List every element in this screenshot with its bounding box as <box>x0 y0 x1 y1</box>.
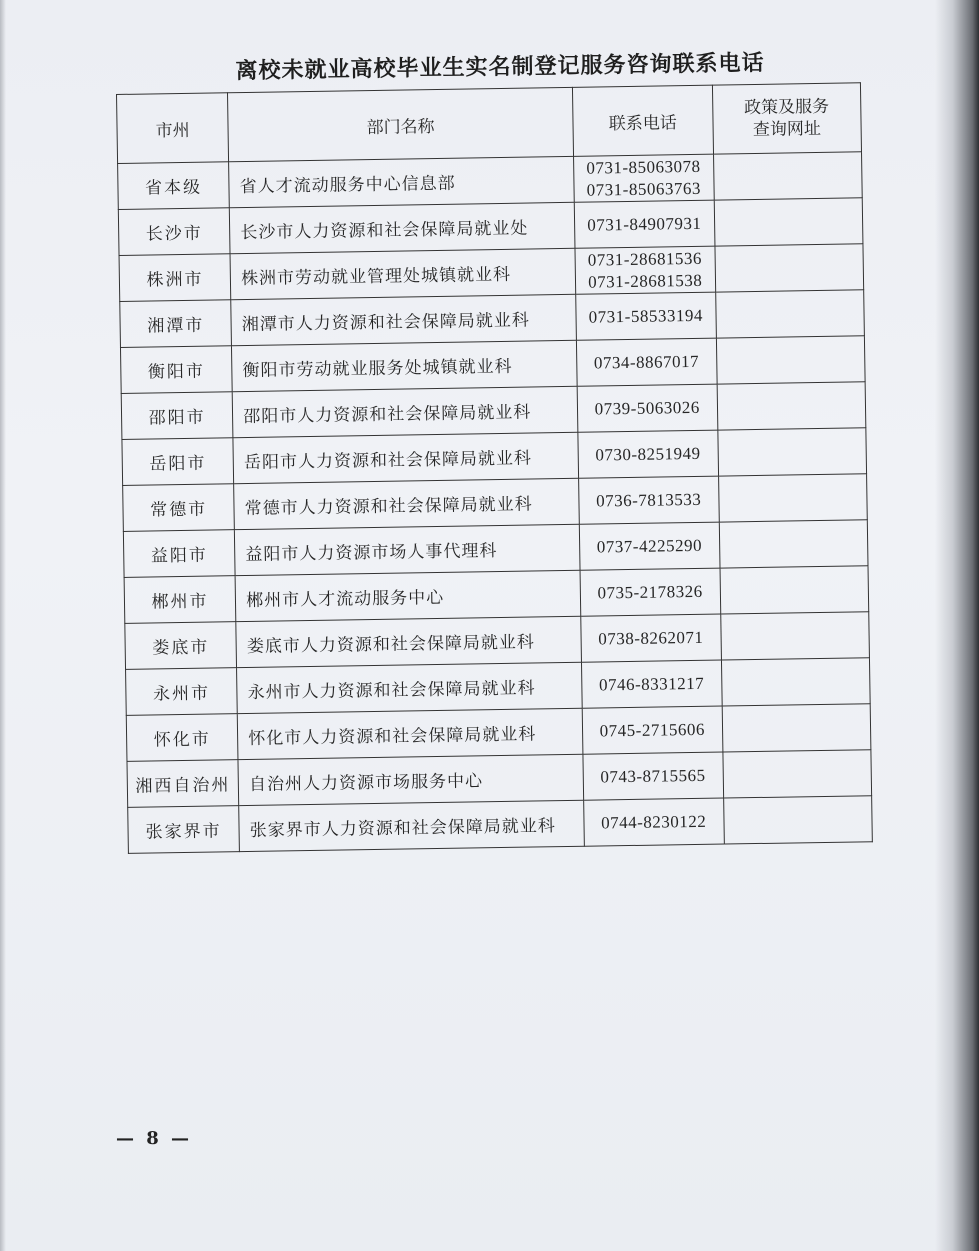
cell-url <box>722 704 871 752</box>
cell-phone <box>579 522 719 570</box>
cell-city: 衡阳市 <box>120 346 232 394</box>
phone-number: 0731-85063078 <box>586 156 701 178</box>
cell-url <box>721 658 870 706</box>
phone-number: 0743-8715565 <box>600 765 706 786</box>
cell-city: 省本级 <box>118 162 230 210</box>
cell-city: 株洲市 <box>119 254 231 302</box>
cell-url <box>716 336 865 384</box>
cell-dept: 永州市人力资源和社会保障局就业科 <box>237 662 582 713</box>
cell-city: 张家界市 <box>128 806 240 854</box>
phone-number: 0739-5063026 <box>594 397 700 419</box>
cell-phone <box>583 752 723 800</box>
cell-city: 常德市 <box>123 484 235 532</box>
phone-number: 0731-84907931 <box>587 213 702 235</box>
cell-url <box>720 566 869 614</box>
phone-number: 0737-4225290 <box>596 535 703 557</box>
cell-phone <box>581 614 721 662</box>
cell-phone <box>576 292 716 340</box>
cell-dept: 益阳市人力资源市场人事代理科 <box>235 524 580 575</box>
document-title: 离校未就业高校毕业生实名制登记服务咨询联系电话 <box>235 49 765 85</box>
cell-dept: 长沙市人力资源和社会保障局就业处 <box>229 202 574 253</box>
phone-number: 0734-8867017 <box>593 351 700 373</box>
cell-city: 邵阳市 <box>121 392 233 440</box>
cell-url <box>720 612 869 660</box>
table-header-row <box>117 83 862 164</box>
cell-phone <box>582 706 722 754</box>
header-url <box>712 83 861 154</box>
contact-table-wrapper <box>116 82 873 854</box>
cell-phone <box>581 660 721 708</box>
cell-dept: 株洲市劳动就业管理处城镇就业科 <box>230 248 575 299</box>
cell-dept: 衡阳市劳动就业服务处城镇就业科 <box>232 340 577 391</box>
cell-phone <box>578 430 718 478</box>
cell-phone <box>584 798 724 846</box>
cell-url <box>719 520 868 568</box>
page-binding-edge <box>935 0 979 1251</box>
cell-dept: 湘潭市人力资源和社会保障局就业科 <box>231 294 576 345</box>
header-url-line2: 查询网址 <box>752 118 822 140</box>
phone-number: 0738-8262071 <box>598 627 704 648</box>
cell-url <box>717 382 866 430</box>
cell-phone <box>577 384 717 432</box>
table-body <box>118 152 873 854</box>
cell-phone <box>573 154 713 202</box>
cell-dept: 怀化市人力资源和社会保障局就业科 <box>237 708 582 759</box>
page-left-shadow <box>0 0 6 1251</box>
cell-url <box>718 474 867 522</box>
cell-city: 娄底市 <box>125 622 237 670</box>
cell-dept: 常德市人力资源和社会保障局就业科 <box>234 478 579 529</box>
page-number: — 8 — <box>116 1128 193 1149</box>
cell-url <box>714 198 863 246</box>
cell-city: 岳阳市 <box>122 438 234 486</box>
cell-phone <box>574 200 714 248</box>
cell-city: 郴州市 <box>124 576 236 624</box>
header-dept: 部门名称 <box>228 87 574 161</box>
cell-dept: 张家界市人力资源和社会保障局就业科 <box>239 800 584 851</box>
cell-city: 怀化市 <box>126 714 238 762</box>
cell-dept: 娄底市人力资源和社会保障局就业科 <box>236 616 581 667</box>
cell-city: 湘潭市 <box>120 300 232 348</box>
cell-url <box>715 244 864 292</box>
cell-url <box>723 796 872 844</box>
phone-number: 0735-2178326 <box>597 581 703 602</box>
cell-url <box>715 290 864 338</box>
phone-number: 0731-85063763 <box>586 178 702 200</box>
cell-dept: 自治州人力资源市场服务中心 <box>238 754 583 805</box>
cell-dept: 岳阳市人力资源和社会保障局就业科 <box>233 432 578 483</box>
phone-number: 0746-8331217 <box>598 673 705 694</box>
header-phone: 联系电话 <box>572 85 713 156</box>
cell-city: 长沙市 <box>118 208 230 256</box>
cell-dept: 邵阳市人力资源和社会保障局就业科 <box>232 386 577 437</box>
phone-number: 0736-7813533 <box>595 489 702 511</box>
cell-city: 湘西自治州 <box>127 760 239 808</box>
cell-phone <box>575 246 715 294</box>
header-city: 市州 <box>117 93 229 164</box>
cell-url <box>713 152 862 200</box>
phone-number: 0731-28681536 <box>587 248 703 270</box>
cell-city: 益阳市 <box>123 530 235 578</box>
cell-dept: 省人才流动服务中心信息部 <box>229 156 574 207</box>
cell-url <box>722 750 871 798</box>
cell-city: 永州市 <box>126 668 238 716</box>
phone-number: 0731-58533194 <box>588 305 704 327</box>
phone-number: 0745-2715606 <box>599 719 706 740</box>
phone-number: 0730-8251949 <box>595 443 701 465</box>
cell-dept: 郴州市人才流动服务中心 <box>235 570 580 621</box>
contact-table <box>116 82 873 854</box>
phone-number: 0731-28681538 <box>588 270 703 292</box>
cell-phone <box>578 476 718 524</box>
cell-phone <box>580 568 720 616</box>
cell-url <box>717 428 866 476</box>
cell-phone <box>576 338 716 386</box>
header-url-line1: 政策及服务 <box>743 96 830 119</box>
phone-number: 0744-8230122 <box>601 811 707 832</box>
